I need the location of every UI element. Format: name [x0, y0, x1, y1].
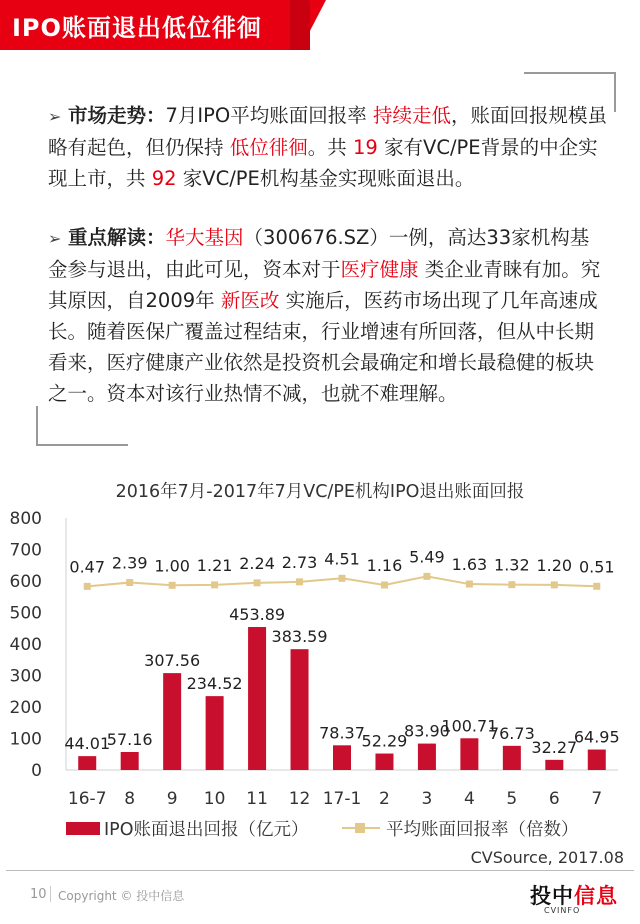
bar-value-label: 83.90 [404, 721, 450, 741]
bar-value-label: 100.71 [441, 716, 498, 736]
market-text-5: 家VC/PE机构基金实现账面退出。 [182, 167, 475, 190]
rate-value-label: 2.73 [281, 552, 318, 572]
bar-value-label: 52.29 [361, 731, 408, 751]
bar-value-label: 76.73 [488, 723, 535, 743]
rate-marker [84, 583, 91, 590]
market-trend-paragraph [48, 100, 608, 194]
footer-separator [50, 886, 51, 902]
rate-marker [339, 575, 346, 582]
y-tick-label: 200 [9, 698, 42, 718]
rate-marker [211, 581, 218, 588]
rate-marker [381, 581, 388, 588]
rate-value-label: 1.21 [196, 555, 233, 575]
copyright-text: Copyright © 投中信息 [58, 889, 185, 903]
focus-highlight-3: 新医改 [220, 289, 280, 312]
focus-text-3: 实施后，医药市场出现了几年高速成长。随着医保广覆盖过程结束，行业增速有所回落，但从中长期看来，医疗健康产业依然是投资机会最确定和增长最稳健的板块之一。资本对该行业热情不减，也就不难理解。 [48, 289, 598, 405]
x-tick-label: 3 [421, 789, 433, 809]
bar-value-label: 57.16 [106, 729, 153, 749]
market-text-1: 7月IPO平均账面回报率 [165, 104, 367, 127]
rate-marker [126, 579, 133, 586]
cvinfo-logo [530, 880, 620, 918]
y-tick-label: 300 [9, 666, 42, 687]
bar [291, 649, 309, 770]
logo-subtext: CVINFO [544, 906, 581, 915]
bar-value-label: 453.89 [229, 605, 286, 625]
bar [503, 746, 521, 770]
rate-marker [296, 578, 303, 585]
rate-marker [169, 582, 176, 589]
rate-marker [466, 581, 473, 588]
bar [588, 750, 606, 770]
focus-paragraph [48, 222, 608, 409]
x-tick-label: 7 [591, 789, 603, 809]
bar [460, 738, 478, 770]
bar-value-label: 32.27 [531, 737, 578, 757]
rate-value-label: 1.00 [154, 556, 190, 576]
source-note: CVSource, 2017.08 [470, 848, 624, 867]
bar [375, 754, 393, 770]
bar [418, 744, 436, 770]
box-corner-bottom-left [36, 406, 128, 446]
rate-value-label: 1.16 [366, 555, 403, 575]
bar [545, 760, 563, 770]
x-tick-label: 16-7 [67, 789, 107, 809]
legend-bar-swatch [66, 822, 100, 835]
market-highlight-1: 持续走低 [372, 104, 451, 127]
focus-text-1: （300676.SZ）一例，高达33家机构基金参与退出，由此可见，资本对于 [48, 226, 590, 281]
legend-line-marker [355, 823, 365, 833]
market-text-2: ，账面回报规模虽略有起色，但仍保持 [48, 104, 608, 159]
y-tick-label: 500 [9, 603, 42, 624]
bar-value-label: 234.52 [186, 674, 243, 694]
y-tick-label: 600 [9, 572, 42, 592]
bar [121, 752, 139, 770]
logo-wordmark-b: 信息 [574, 884, 618, 908]
bar-value-label: 307.56 [144, 651, 201, 671]
market-lead: 市场走势： [68, 104, 166, 127]
y-tick-label: 800 [9, 509, 42, 529]
bar [163, 673, 181, 770]
summary-box [38, 74, 628, 442]
y-tick-label: 100 [9, 729, 42, 750]
combo-chart [0, 500, 640, 810]
rate-marker [551, 581, 558, 588]
rate-value-label: 2.39 [111, 553, 148, 573]
legend-bar-label: IPO账面退出回报（亿元） [104, 820, 309, 840]
bar-value-label: 44.01 [64, 734, 111, 754]
x-tick-label: 2 [379, 789, 390, 809]
rate-marker [508, 581, 515, 588]
rate-value-label: 1.20 [536, 555, 573, 575]
rate-value-label: 5.49 [409, 547, 445, 567]
market-highlight-2: 低位徘徊 [229, 136, 308, 159]
focus-lead: 重点解读： [68, 226, 166, 249]
y-tick-label: 0 [31, 761, 42, 781]
header-banner [0, 0, 300, 50]
bar [206, 696, 224, 770]
focus-highlight-1: 华大基因 [165, 226, 244, 249]
arrow-bullet-icon: ➢ [48, 107, 62, 126]
logo-wordmark-a: 投中 [530, 884, 574, 908]
footer-divider [6, 870, 634, 871]
x-tick-label: 4 [463, 789, 475, 809]
bar [248, 627, 266, 770]
focus-text-2: 类企业青睐有加。究其原因，自2009年 [48, 258, 601, 312]
focus-highlight-2: 医疗健康 [340, 258, 419, 281]
rate-value-label: 1.63 [451, 555, 488, 575]
bar [78, 756, 96, 770]
rate-value-label: 0.51 [578, 557, 615, 577]
market-highlight-3: 19 [352, 136, 378, 159]
page-number: 10 [30, 887, 47, 902]
rate-value-label: 4.51 [324, 549, 360, 569]
x-tick-label: 5 [506, 789, 518, 809]
arrow-bullet-icon: ➢ [48, 229, 62, 248]
rate-value-label: 1.32 [494, 555, 530, 575]
chart-title: 2016年7月-2017年7月VC/PE机构IPO退出账面回报 [115, 482, 525, 502]
rate-marker [423, 573, 430, 580]
x-tick-label: 17-1 [322, 789, 362, 809]
x-tick-label: 8 [124, 789, 136, 809]
x-tick-label: 9 [166, 789, 178, 809]
legend-line-label: 平均账面回报率（倍数） [386, 820, 579, 840]
y-tick-label: 700 [9, 540, 42, 561]
bar [333, 745, 351, 770]
bar-value-label: 64.95 [573, 727, 620, 747]
rate-value-label: 2.24 [239, 553, 275, 573]
market-highlight-4: 92 [151, 167, 177, 190]
x-tick-label: 6 [548, 789, 560, 809]
y-tick-label: 400 [9, 635, 42, 655]
x-tick-label: 12 [288, 789, 311, 809]
rate-value-label: 0.47 [69, 557, 106, 577]
rate-marker [254, 579, 261, 586]
header-fold [290, 0, 310, 50]
market-text-3: 。共 [307, 136, 347, 159]
bar-value-label: 78.37 [319, 723, 365, 743]
chart-legend [40, 816, 640, 842]
page-title: IPO账面退出低位徘徊 [12, 14, 262, 42]
bar-value-label: 383.59 [271, 627, 328, 647]
rate-marker [593, 583, 600, 590]
x-tick-label: 11 [246, 789, 268, 809]
market-text-4: 家有VC/PE背景的中企实现上市，共 [48, 136, 598, 190]
x-tick-label: 10 [203, 789, 226, 809]
